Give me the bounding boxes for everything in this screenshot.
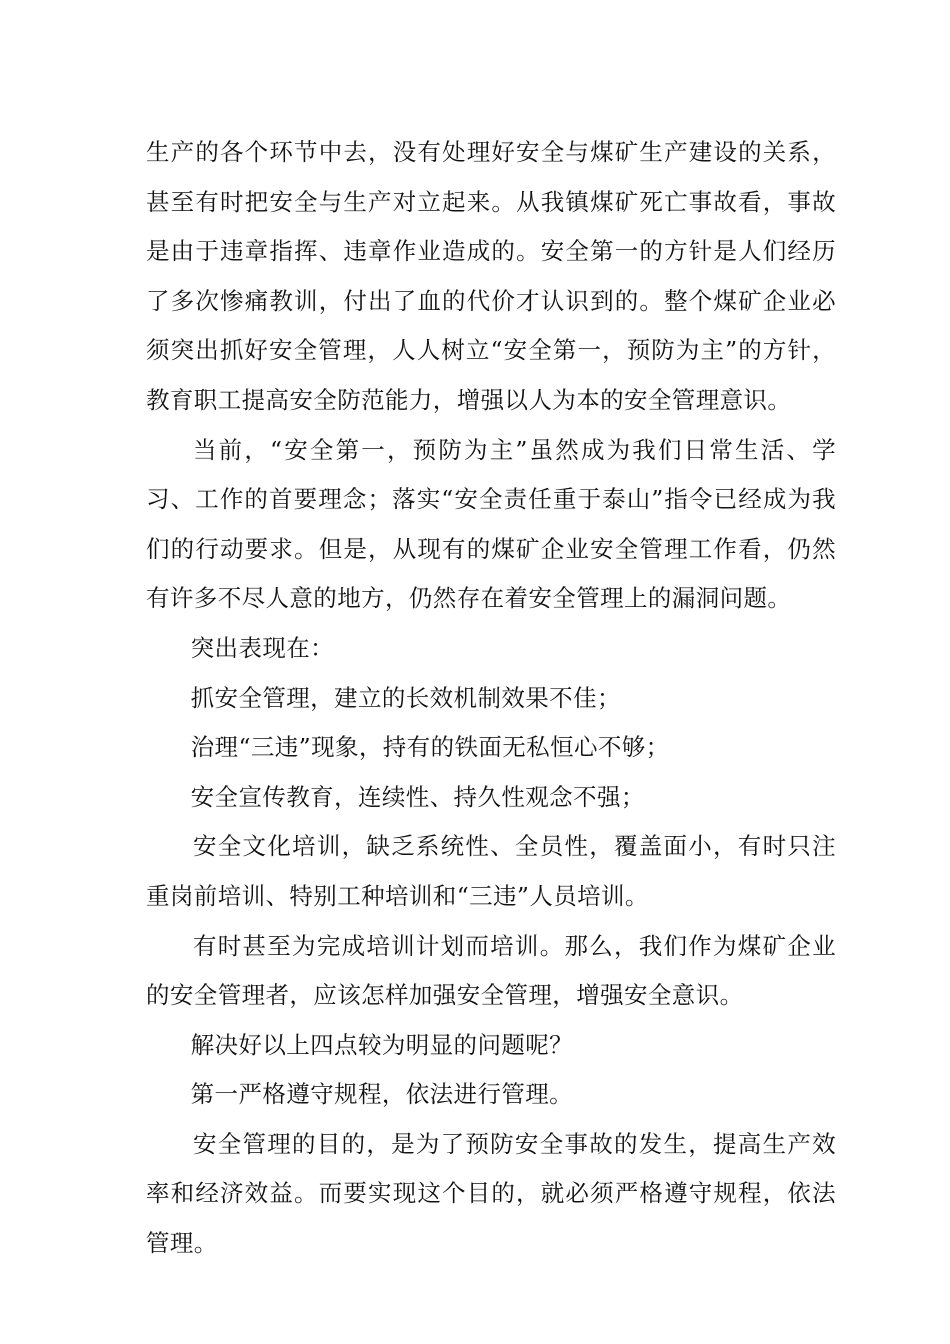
paragraph-first-point-body: 安全管理的目的，是为了预防安全事故的发生，提高生产效率和经济效益。而要实现这个目的，就必须严格遵守规程，依法管理。 (146, 1129, 836, 1258)
paragraph-prominent-issues: 突出表现在： (190, 633, 335, 662)
paragraph-issue-long-term-mechanism: 抓安全管理，建立的长效机制效果不佳； (190, 683, 621, 712)
paragraph-current-situation: 当前，“安全第一，预防为主”虽然成为我们日常生活、学习、工作的首要理念；落实“安全责任重于泰山”指令已经成为我们的行动要求。但是，从现有的煤矿企业安全管理工作看，仍然有许多不尽人意的地方，仍然存在着安全管理上的漏洞问题。 (146, 435, 836, 613)
paragraph-continuation: 生产的各个环节中去，没有处理好安全与煤矿生产建设的关系，甚至有时把安全与生产对立起来。从我镇煤矿死亡事故看，事故是由于违章指挥、违章作业造成的。安全第一的方针是人们经历了多次惨痛教训，付出了血的代价才认识到的。整个煤矿企业必须突出抓好安全管理，人人树立“安全第一，预防为主”的方针，教育职工提高安全防范能力，增强以人为本的安全管理意识。 (146, 138, 836, 414)
paragraph-issue-safety-training: 安全文化培训，缺乏系统性、全员性，覆盖面小，有时只注重岗前培训、特别工种培训和“三违”人员培训。 (146, 832, 836, 910)
paragraph-question: 解决好以上四点较为明显的问题呢？ (190, 1030, 574, 1059)
paragraph-issue-safety-education: 安全宣传教育，连续性、持久性观念不强； (190, 782, 645, 811)
paragraph-issue-three-violations: 治理“三违”现象，持有的铁面无私恒心不够； (190, 733, 670, 762)
paragraph-training-for-plan: 有时甚至为完成培训计划而培训。那么，我们作为煤矿企业的安全管理者，应该怎样加强安全管理，增强安全意识。 (146, 931, 836, 1010)
document-body (146, 128, 836, 1269)
paragraph-first-point-heading: 第一严格遵守规程，依法进行管理。 (190, 1080, 574, 1109)
